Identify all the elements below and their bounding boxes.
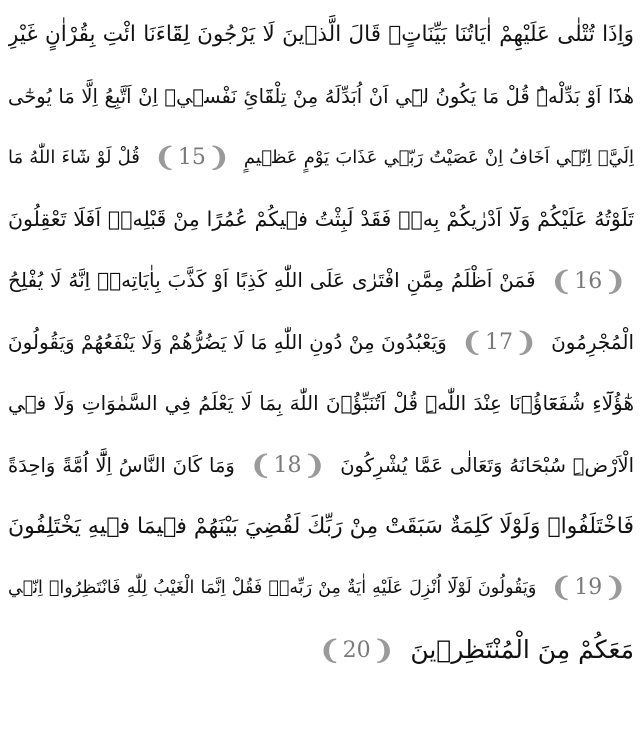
ornament-right-icon: ❩ (207, 143, 230, 173)
ornament-right-icon: ❩ (372, 636, 395, 666)
verse-number: 19 (574, 574, 603, 600)
ornament-left-icon: ❨ (249, 451, 272, 481)
line-2-text: هٰذَٓا اَوْ بَدِّلْهُۜ قُلْ مَا يَكُونُ ل۪ٓي اَنْ اُبَدِّلَهُ مِنْ تِلْقَٓائِ نَفْس۪يۚ اِنْ اَتَّبِعُ اِلَّا مَا يُوحٰٓى (8, 84, 634, 108)
line-8-text-after: وَمَا كَانَ النَّاسُ اِلَّٓا اُمَّةً وَاحِدَةً (8, 453, 235, 477)
text-line-3 (8, 127, 634, 189)
line-7-text: هٰٓؤُلَٓاءِ شُفَعَٓاؤُ۬نَا عِنْدَ اللّٰهِۜ قُلْ اَتُنَبِّؤُ۫نَ اللّٰهَ بِمَا لَا يَعْلَمُ فِي السَّمٰوَاتِ وَلَا ف۪ي (8, 391, 634, 415)
line-8-text-before: الْاَرْضِۜ سُبْحَانَهُ وَتَعَالٰى عَمَّا يُشْرِكُونَ (340, 453, 634, 477)
line-10-text-after: وَيَقُولُونَ لَوْلَٓا اُنْزِلَ عَلَيْهِ اٰيَةٌ مِنْ رَبِّه۪ۚ فَقُلْ اِنَّمَا الْغَيْبُ لِلّٰهِ فَانْتَظِرُواۚ اِنّ۪ي (8, 577, 537, 598)
verse-number-marker-19 (546, 571, 630, 605)
ornament-right-icon: ❩ (514, 328, 537, 358)
verse-number-marker-17 (457, 326, 541, 360)
line-4-text: تَلَوْتُهُ عَلَيْكُمْ وَلَٓا اَدْرٰيكُمْ بِه۪ۘ فَقَدْ لَبِثْتُ ف۪يكُمْ عُمُرًا مِنْ قَبْلِه۪ۜ اَفَلَا تَعْقِلُونَ (8, 206, 634, 231)
ornament-left-icon: ❨ (550, 572, 573, 603)
text-line-7 (8, 373, 634, 435)
line-1-text: وَاِذَا تُتْلٰى عَلَيْهِمْ اٰيَاتُنَا بَيِّنَاتٍۙ قَالَ الَّذ۪ينَ لَا يَرْجُونَ لِقَٓاءَنَا ائْتِ بِقُرْاٰنٍ غَيْرِ (8, 22, 634, 47)
line-6-text-before: الْمُجْرِمُونَ (551, 329, 634, 354)
ornament-left-icon: ❨ (550, 266, 573, 297)
ornament-right-icon: ❩ (604, 266, 626, 297)
text-line-1 (8, 4, 634, 66)
line-6-text-after: وَيَعْبُدُونَ مِنْ دُونِ اللّٰهِ مَا لَا يَضُرُّهُمْ وَلَا يَنْفَعُهُمْ وَيَقُولُونَ (8, 329, 447, 354)
line-3-text-before: اِلَيَّۚ اِنّ۪ٓي اَخَافُ اِنْ عَصَيْتُ رَبّ۪ي عَذَابَ يَوْمٍ عَظ۪يمٍ (243, 147, 634, 168)
verse-number-marker-18 (246, 449, 330, 483)
verse-number: 15 (177, 145, 206, 170)
ornament-left-icon: ❨ (461, 328, 483, 358)
text-line-11 (8, 619, 634, 681)
verse-number: 20 (342, 638, 371, 663)
line-9-text: فَاخْتَلَفُواۜ وَلَوْلَا كَلِمَةٌ سَبَقَتْ مِنْ رَبِّكَ لَقُضِيَ بَيْنَهُمْ ف۪يمَا ف۪يهِ يَخْتَلِفُونَ (8, 514, 634, 539)
line-3-text-after: قُلْ لَوْ شَٓاءَ اللّٰهُ مَا (8, 147, 140, 168)
verse-number-marker-16 (546, 265, 630, 299)
verse-number-marker-20 (315, 634, 399, 668)
ornament-left-icon: ❨ (318, 636, 341, 666)
verse-number-marker-15 (150, 141, 234, 175)
text-line-6 (8, 312, 634, 374)
text-line-10 (8, 558, 634, 620)
ornament-left-icon: ❨ (154, 143, 176, 173)
verse-number: 16 (574, 268, 603, 294)
line-11-text-before: مَعَكُمْ مِنَ الْمُنْتَظِر۪ينَ (410, 635, 634, 664)
ornament-right-icon: ❩ (604, 572, 626, 603)
quran-text-block (8, 4, 634, 681)
text-line-5 (8, 250, 634, 312)
line-5-text-after: فَمَنْ اَظْلَمُ مِمَّنِ افْتَرٰى عَلَى اللّٰهِ كَذِبًا اَوْ كَذَّبَ بِاٰيَاتِه۪ۜ اِنَّهُ لَا يُفْلِحُ (8, 268, 536, 292)
ornament-right-icon: ❩ (303, 451, 326, 481)
verse-number: 17 (484, 330, 513, 355)
verse-number: 18 (273, 453, 302, 478)
text-line-8 (8, 435, 634, 497)
text-line-9 (8, 496, 634, 558)
text-line-4 (8, 189, 634, 251)
text-line-2 (8, 66, 634, 128)
